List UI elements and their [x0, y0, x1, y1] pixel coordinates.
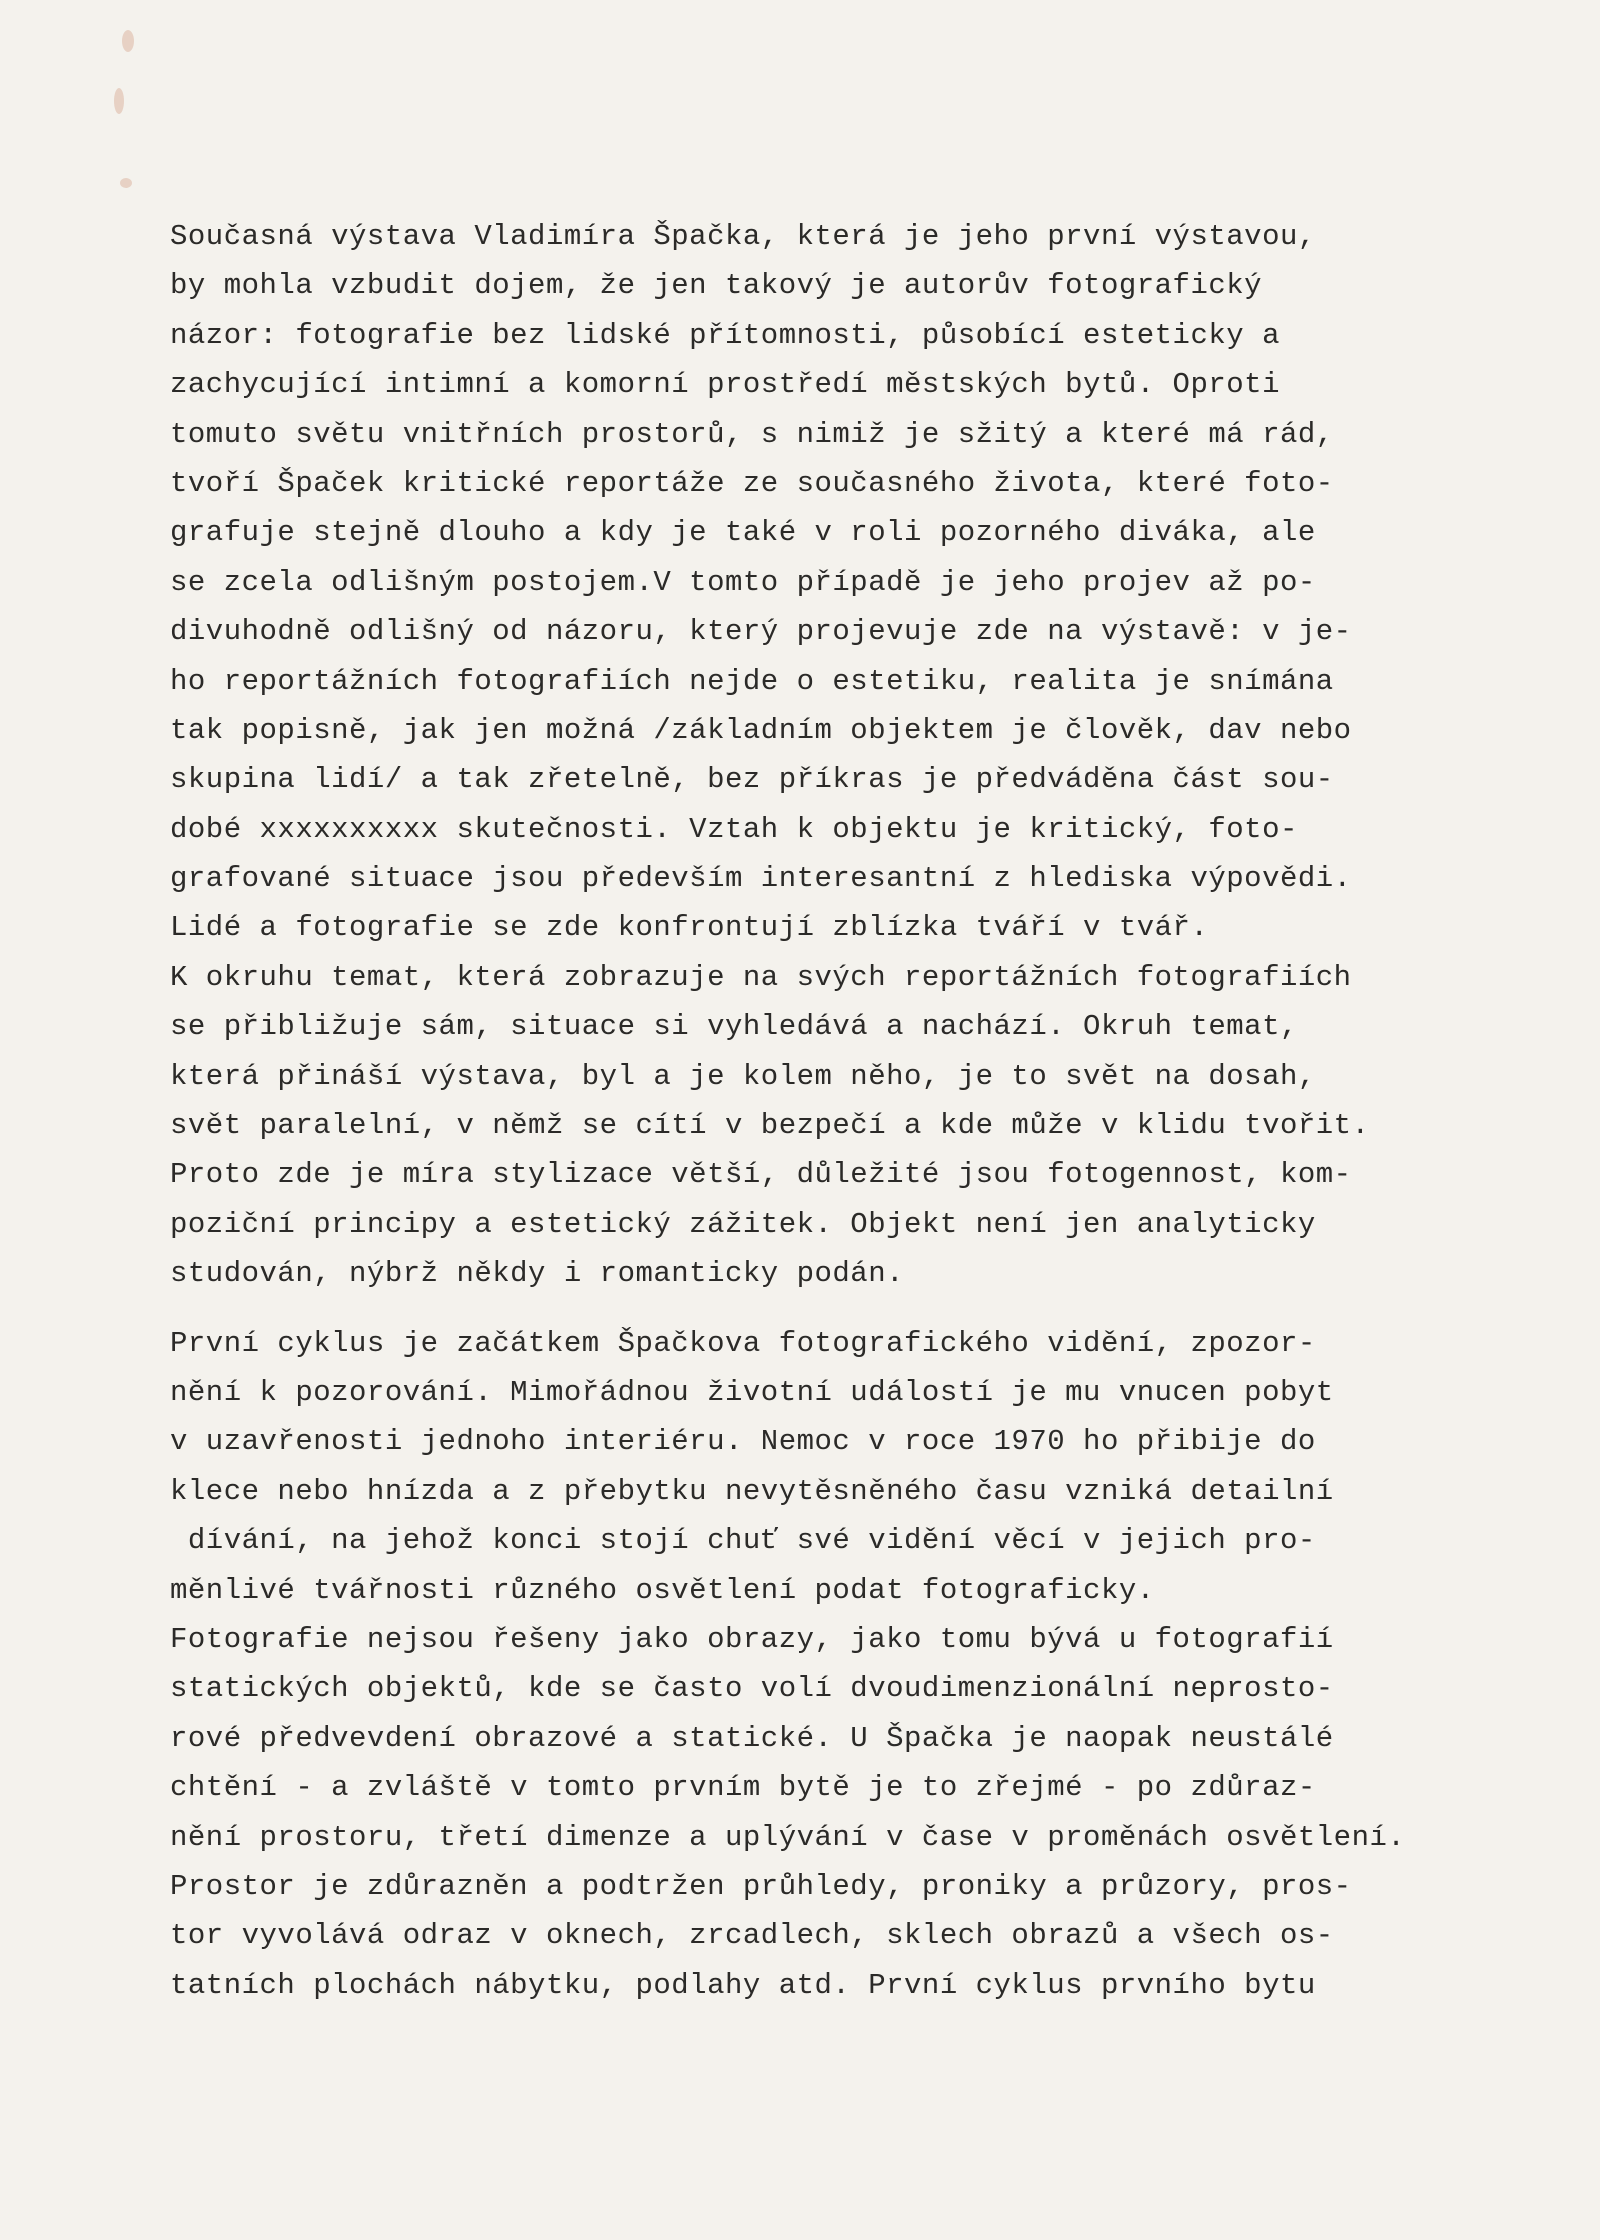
text-line: Současná výstava Vladimíra Špačka, která je jeho první výstavou,	[170, 220, 1316, 253]
paper-stain	[122, 30, 134, 52]
text-line: se přibližuje sám, situace si vyhledává a nachází. Okruh temat,	[170, 1010, 1298, 1044]
text-line: nění prostoru, třetí dimenze a uplývání v čase v proměnách osvětlení.	[170, 1820, 1406, 1854]
typescript-text	[170, 212, 1570, 2010]
text-line: se zcela odlišným postojem.V tomto případě je jeho projev až po-	[170, 565, 1316, 599]
text-line: tor vyvolává odraz v oknech, zrcadlech, sklech obrazů a všech os-	[170, 1919, 1334, 1953]
text-line: divuhodně odlišný od názoru, který projevuje zde na výstavě: v je-	[170, 615, 1352, 649]
text-line: ho reportážních fotografiích nejde o estetiku, realita je snímána	[170, 664, 1334, 698]
text-line: Fotografie nejsou řešeny jako obrazy, jako tomu bývá u fotografií	[170, 1622, 1334, 1656]
paragraph-2	[170, 1319, 1570, 2010]
text-line: by mohla vzbudit dojem, že jen takový je autorův fotografický	[170, 269, 1263, 303]
text-line: Lidé a fotografie se zde konfrontují zblízka tváří v tvář.	[170, 911, 1209, 945]
text-line: statických objektů, kde se často volí dvoudimenzionální neprosto-	[170, 1672, 1334, 1706]
text-line: První cyklus je začátkem Špačkova fotografického vidění, zpozor-	[170, 1326, 1316, 1360]
text-line: Proto zde je míra stylizace větší, důležité jsou fotogennost, kom-	[170, 1158, 1352, 1192]
paragraph-1	[170, 212, 1570, 1299]
text-line: chtění - a zvláště v tomto prvním bytě je to zřejmé - po zdůraz-	[170, 1771, 1316, 1805]
text-line: klece nebo hnízda a z přebytku nevytěsněného času vzniká detailní	[170, 1474, 1334, 1508]
text-line: tatních plochách nábytku, podlahy atd. První cyklus prvního bytu	[170, 1968, 1316, 2002]
text-line: dívání, na jehož konci stojí chuť své vidění věcí v jejich pro-	[170, 1524, 1316, 1558]
text-line: tvoří Špaček kritické reportáže ze současného života, které foto-	[170, 466, 1334, 500]
text-line: v uzavřenosti jednoho interiéru. Nemoc v roce 1970 ho přibije do	[170, 1425, 1316, 1459]
paper-stain	[120, 178, 132, 188]
text-line: nění k pozorování. Mimořádnou životní událostí je mu vnucen pobyt	[170, 1375, 1334, 1409]
text-line: Prostor je zdůrazněn a podtržen průhledy, proniky a průzory, pros-	[170, 1869, 1352, 1903]
text-line: tak popisně, jak jen možná /základním objektem je člověk, dav nebo	[170, 713, 1352, 747]
text-line: poziční principy a estetický zážitek. Objekt není jen analyticky	[170, 1207, 1316, 1241]
text-line: grafované situace jsou především interesantní z hlediska výpovědi.	[170, 862, 1352, 896]
text-line: rové předvevdení obrazové a statické. U Špačka je naopak neustálé	[170, 1721, 1334, 1755]
text-line: skupina lidí/ a tak zřetelně, bez příkras je předváděna část sou-	[170, 763, 1334, 797]
text-line: měnlivé tvářnosti různého osvětlení podat fotograficky.	[170, 1573, 1155, 1607]
text-line: názor: fotografie bez lidské přítomnosti, působící esteticky a	[170, 318, 1280, 352]
text-line: grafuje stejně dlouho a kdy je také v roli pozorného diváka, ale	[170, 516, 1316, 550]
text-line: zachycující intimní a komorní prostředí městských bytů. Oproti	[170, 368, 1280, 402]
text-line: dobé xxxxxxxxxx skutečnosti. Vztah k objektu je kritický, foto-	[170, 812, 1298, 846]
text-line: studován, nýbrž někdy i romanticky podán.	[170, 1257, 905, 1291]
text-line: tomuto světu vnitřních prostorů, s nimiž je sžitý a které má rád,	[170, 417, 1334, 451]
text-line: K okruhu temat, která zobrazuje na svých reportážních fotografiích	[170, 960, 1352, 994]
paragraph-gap	[170, 1299, 1570, 1319]
text-line: která přináší výstava, byl a je kolem něho, je to svět na dosah,	[170, 1059, 1316, 1093]
text-line: svět paralelní, v němž se cítí v bezpečí a kde může v klidu tvořit.	[170, 1109, 1370, 1143]
paper-stain	[114, 88, 124, 114]
